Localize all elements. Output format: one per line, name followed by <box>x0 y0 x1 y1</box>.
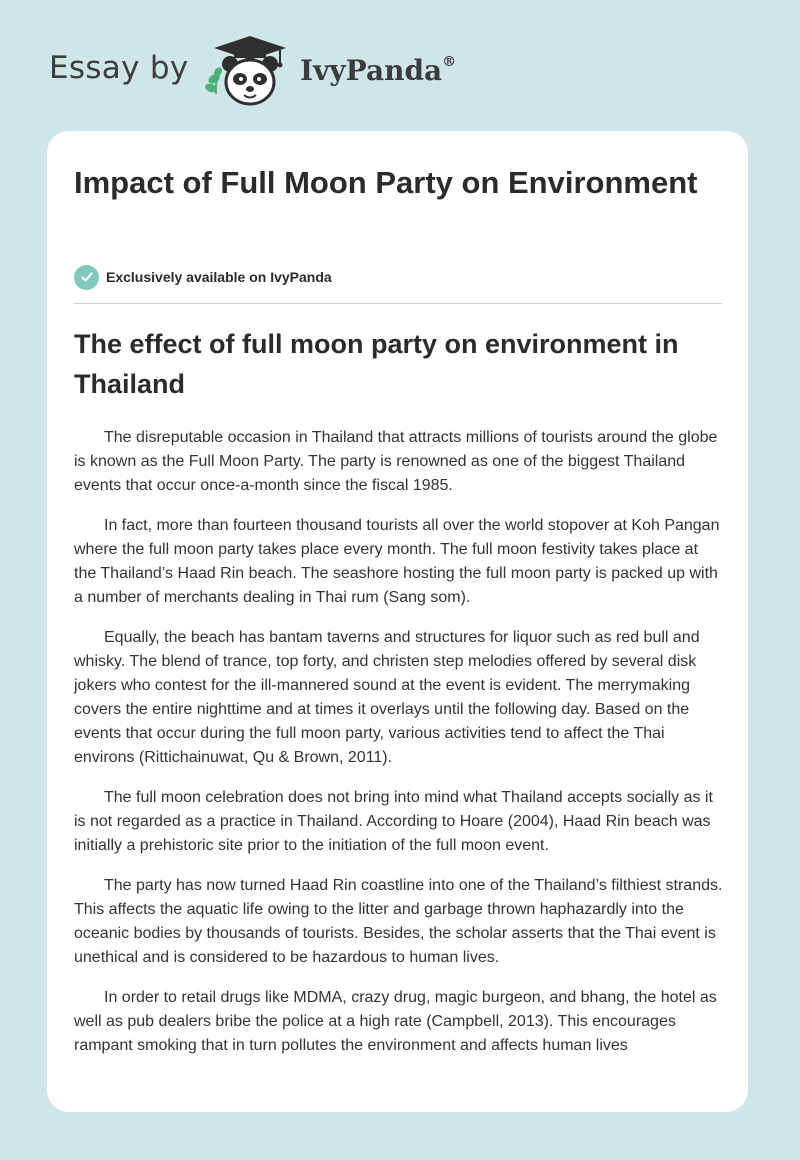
brand-name-text: IvyPanda <box>300 54 443 87</box>
essay-paragraph-3: Equally, the beach has bantam taverns and structures for liquor such as red bull and whisky. The blend of trance, top forty, and christen step melodies offered by several disk jokers who contest for the ill-mannered sound at the event is evident. The merrymaking covers the entire nighttime and at times it overlays until the following day. Based on the events that occur during the full moon party, various activities tend to affect the Thai environs (Rittichainuwat, Qu & Brown, 2011). <box>74 629 700 766</box>
essay-paragraph-1: The disreputable occasion in Thailand that attracts millions of tourists around the globe is known as the Full Moon Party. The party is renowned as one of the biggest Thailand events that occur once-a-month since the fiscal 1985. <box>74 429 718 494</box>
title-divider <box>74 303 722 304</box>
essay-paragraph-5: The party has now turned Haad Rin coastline into one of the Thailand’s filthiest strands. This affects the aquatic life owing to the litter and garbage thrown haphazardly into the oceanic bodies by thousands of tourists. Besides, the scholar asserts that the Thai event is unethical and is considered to be hazardous to human lives. <box>74 877 723 966</box>
panda-graduate-icon[interactable] <box>200 34 296 110</box>
section-title: The effect of full moon party on environment in Thailand <box>74 329 679 399</box>
brand-name[interactable] <box>300 54 456 87</box>
essay-body <box>74 426 724 1074</box>
exclusive-badge <box>74 264 332 290</box>
exclusive-badge-text: Exclusively available on IvyPanda <box>106 269 332 285</box>
page-title: Impact of Full Moon Party on Environment <box>74 165 698 200</box>
essay-card <box>47 131 748 1112</box>
check-circle-icon <box>74 265 99 290</box>
site-header <box>0 0 800 130</box>
brand-registered-mark: ® <box>442 53 457 70</box>
essay-paragraph-6: In order to retail drugs like MDMA, crazy drug, magic burgeon, and bhang, the hotel as well as pub dealers bribe the police at a high rate (Campbell, 2013). This encourages rampant smoking that in turn pollutes the environment and affects human lives <box>74 989 717 1054</box>
essay-paragraph-4: The full moon celebration does not bring into mind what Thailand accepts socially as it is not regarded as a practice in Thailand. According to Hoare (2004), Haad Rin beach was initially a prehistoric site prior to the initiation of the full moon event. <box>74 789 713 854</box>
essay-by-label: Essay by <box>49 50 189 86</box>
essay-paragraph-2: In fact, more than fourteen thousand tourists all over the world stopover at Koh Pangan where the full moon party takes place every month. The full moon festivity takes place at the Thailand’s Haad Rin beach. The seashore hosting the full moon party is packed up with a number of merchants dealing in Thai rum (Sang som). <box>74 517 720 606</box>
